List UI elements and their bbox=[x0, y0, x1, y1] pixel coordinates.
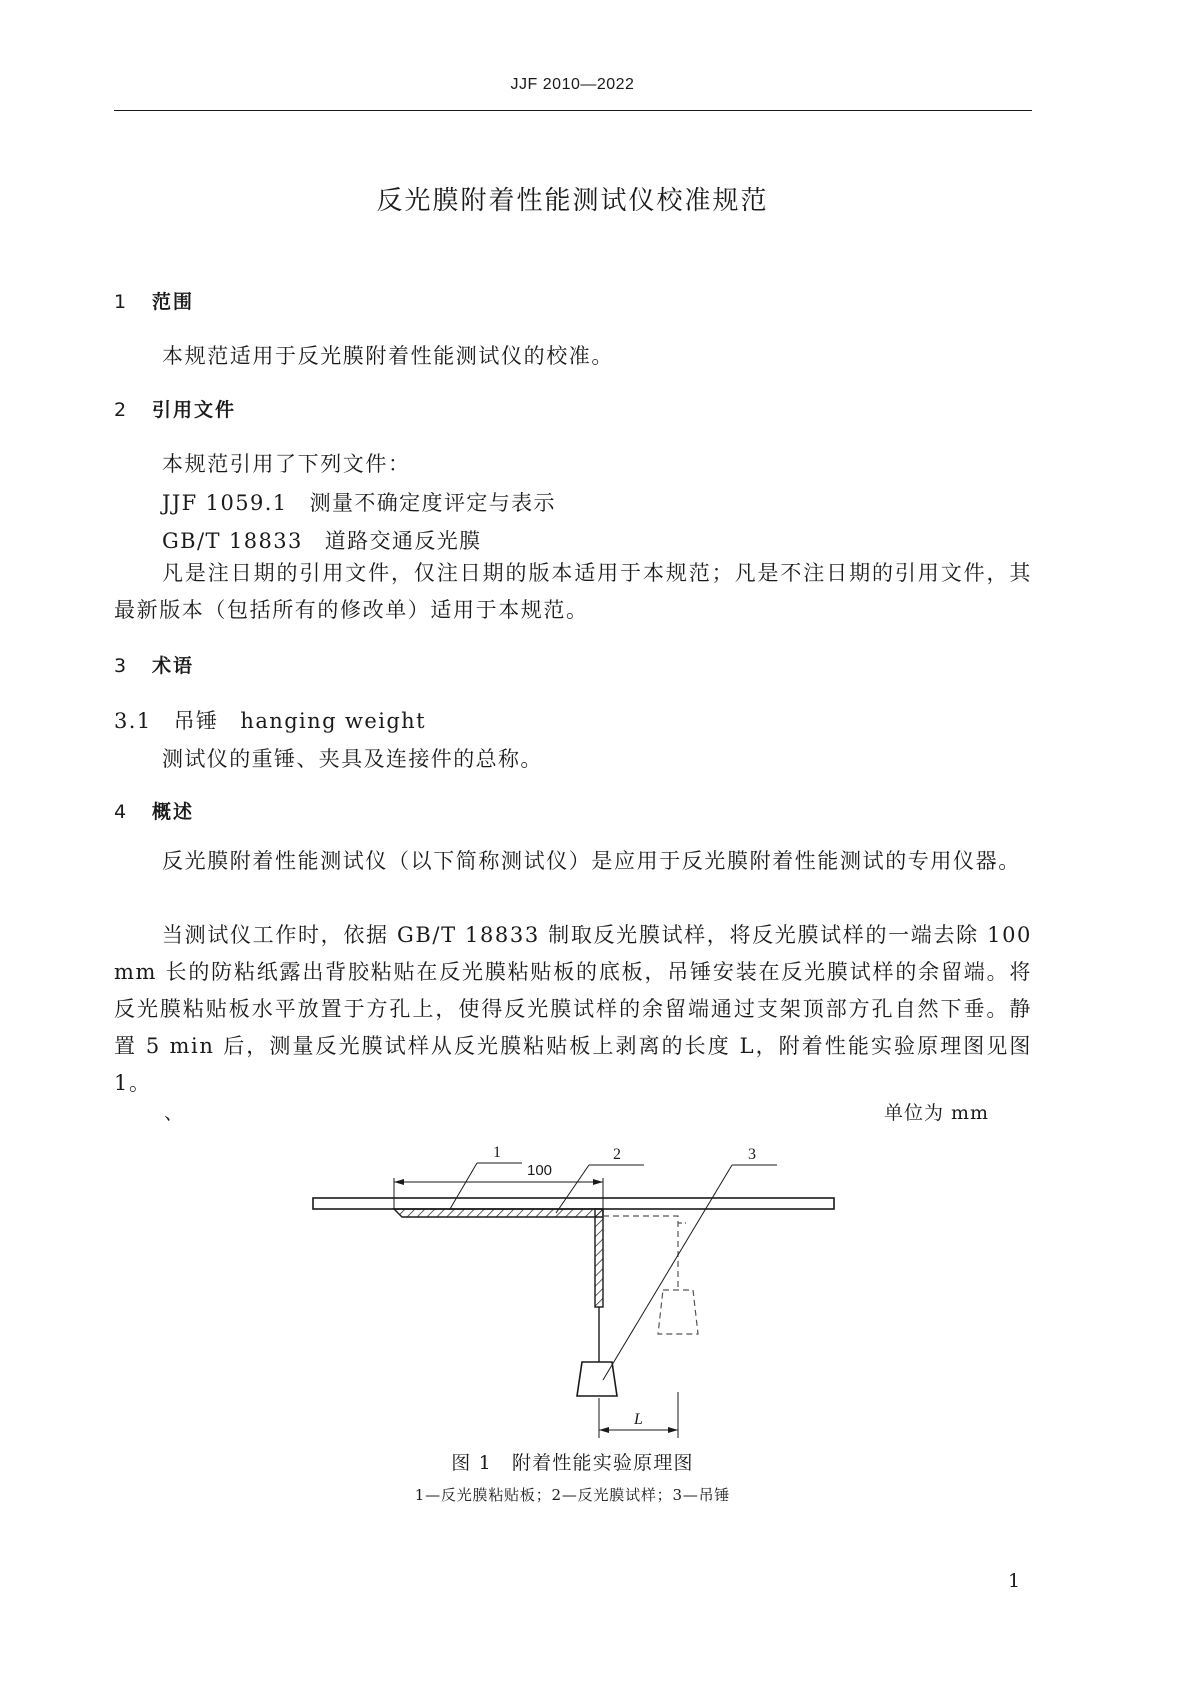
section-2-note: 凡是注日期的引用文件，仅注日期的版本适用于本规范；凡是不注日期的引用文件，其最新版本（包括所有的修改单）适用于本规范。 bbox=[114, 561, 1032, 622]
figure-title: 附着性能实验原理图 bbox=[511, 1452, 694, 1474]
reference-code: GB/T 18833 bbox=[162, 529, 303, 553]
section-4-paragraph-2: 当测试仪工作时，依据 GB/T 18833 制取反光膜试样，将反光膜试样的一端去除 100 mm 长的防粘纸露出背胶粘贴在反光膜粘贴板的底板，吊锤安装在反光膜试样的余留端。将反光膜粘贴板水平放置于方孔上，使得反光膜试样的余留端通过支架顶部方孔自然下垂。静置 5 min 后，测量反光膜试样从反光膜粘贴板上剥离的长度 L，附着性能实验原理图见图 1。 bbox=[114, 923, 1032, 1095]
section-2-intro: 本规范引用了下列文件： bbox=[162, 452, 411, 476]
section-1-heading bbox=[114, 287, 194, 314]
page-number: 1 bbox=[1008, 1570, 1021, 1592]
length-label: L bbox=[634, 1411, 643, 1428]
dimension-label: 100 bbox=[527, 1162, 553, 1179]
reference-name: 道路交通反光膜 bbox=[324, 529, 482, 553]
callout-2: 2 bbox=[613, 1146, 621, 1163]
header-rule bbox=[114, 110, 1032, 111]
section-4-title: 概述 bbox=[152, 801, 195, 823]
reference-item bbox=[162, 525, 482, 555]
figure-number: 图 1 bbox=[451, 1452, 492, 1474]
section-4-number: 4 bbox=[114, 801, 129, 823]
section-2-heading bbox=[114, 395, 236, 422]
callout-3: 3 bbox=[748, 1146, 756, 1163]
figure-caption bbox=[0, 1448, 1145, 1475]
section-2-number: 2 bbox=[114, 399, 129, 421]
reference-item bbox=[162, 487, 556, 517]
term-definition: 测试仪的重锤、夹具及连接件的总称。 bbox=[162, 747, 543, 771]
section-3-heading bbox=[114, 651, 194, 678]
dashed-weight bbox=[658, 1290, 698, 1334]
term-english: hanging weight bbox=[240, 709, 426, 733]
section-1-text: 本规范适用于反光膜附着性能测试仪的校准。 bbox=[162, 344, 614, 368]
hanging-weight bbox=[577, 1362, 617, 1396]
dashed-film-path bbox=[603, 1216, 678, 1290]
section-2-title: 引用文件 bbox=[152, 399, 237, 421]
section-1-number: 1 bbox=[114, 291, 129, 313]
film-vertical bbox=[595, 1209, 603, 1307]
section-4-paragraph-1: 反光膜附着性能测试仪（以下简称测试仪）是应用于反光膜附着性能测试的专用仪器。 bbox=[162, 849, 1021, 873]
film-horizontal bbox=[394, 1209, 603, 1217]
leader-line-1 bbox=[450, 1163, 477, 1209]
sticking-plate bbox=[313, 1198, 834, 1209]
header-standard-code: JJF 2010—2022 bbox=[510, 76, 635, 93]
section-1-title: 范围 bbox=[152, 291, 195, 313]
term-chinese: 吊锤 bbox=[173, 709, 219, 733]
reference-code: JJF 1059.1 bbox=[162, 491, 288, 515]
reference-name: 测量不确定度评定与表示 bbox=[309, 491, 556, 515]
stray-mark: 、 bbox=[164, 1102, 184, 1124]
term-entry bbox=[114, 705, 426, 735]
leader-line-3 bbox=[603, 1165, 732, 1380]
section-4-heading bbox=[114, 797, 194, 824]
unit-label: 单位为 mm bbox=[884, 1102, 990, 1124]
section-3-number: 3 bbox=[114, 655, 129, 677]
callout-1: 1 bbox=[493, 1144, 501, 1161]
section-3-title: 术语 bbox=[152, 655, 195, 677]
figure-legend: 1—反光膜粘贴板；2—反光膜试样；3—吊锤 bbox=[414, 1486, 731, 1504]
leader-line-2 bbox=[556, 1165, 589, 1213]
term-number: 3.1 bbox=[114, 709, 152, 733]
document-title: 反光膜附着性能测试仪校准规范 bbox=[376, 186, 769, 216]
